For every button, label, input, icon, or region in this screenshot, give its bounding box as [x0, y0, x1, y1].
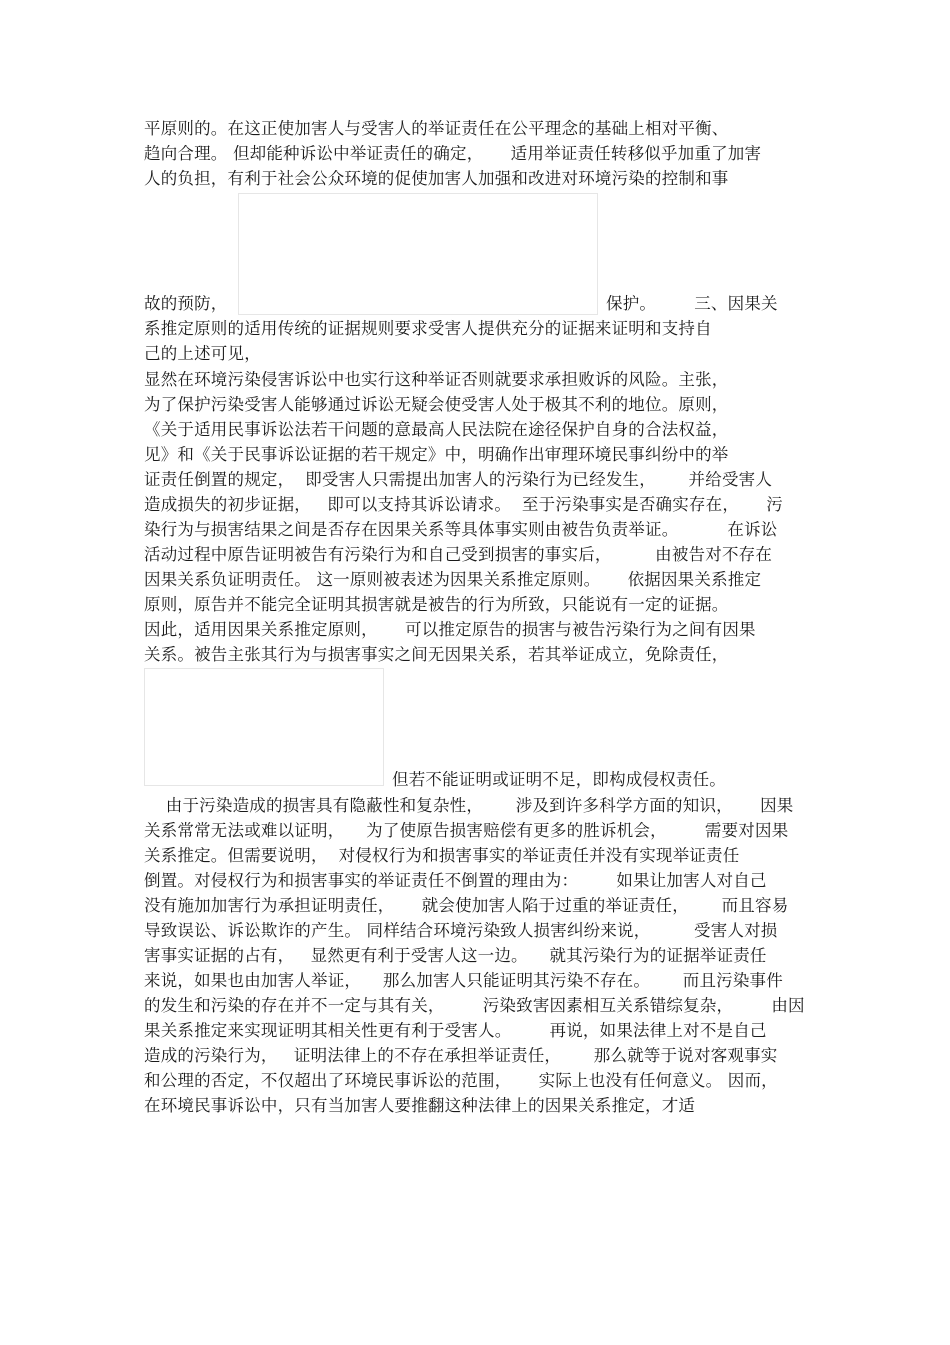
text-line: 原则，原告并不能完全证明其损害就是被告的行为所致，只能说有一定的证据。 — [144, 595, 729, 614]
text-line: 倒置。对侵权行为和损害事实的举证责任不倒置的理由为： 如果让加害人对自己 — [144, 871, 767, 890]
text-line: 关系常常无法或难以证明， 为了使原告损害赔偿有更多的胜诉机会， 需要对因果 — [144, 821, 789, 840]
text-line: 在环境民事诉讼中，只有当加害人要推翻这种法律上的因果关系推定，才适 — [144, 1096, 696, 1115]
text-line: 来说，如果也由加害人举证， 那么加害人只能证明其污染不存在。 而且污染事件 — [144, 971, 783, 990]
text-line: 因此，适用因果关系推定原则， 可以推定原告的损害与被告污染行为之间有因果 — [144, 620, 756, 639]
text-line: 但若不能证明或证明不足，即构成侵权责任。 — [392, 770, 726, 789]
text-line: 由于污染造成的损害具有隐蔽性和复杂性， 涉及到许多科学方面的知识， 因果 — [144, 796, 794, 815]
text-line: 故的预防， — [144, 294, 228, 313]
text-line: 保护。 三、因果关 — [606, 294, 778, 313]
text-line: 害事实证据的占有， 显然更有利于受害人这一边。 就其污染行为的证据举证责任 — [144, 946, 767, 965]
text-line: 因果关系负证明责任。 这一原则被表述为因果关系推定原则。 依据因果关系推定 — [144, 570, 762, 589]
text-line: 人的负担，有利于社会公众环境的促使加害人加强和改进对环境污染的控制和事 — [144, 169, 729, 188]
text-line: 系推定原则的适用传统的证据规则要求受害人提供充分的证据来证明和支持自 — [144, 319, 712, 338]
text-line: 导致误讼、诉讼欺诈的产生。 同样结合环境污染致人损害纠纷来说， 受害人对损 — [144, 921, 778, 940]
text-line: 趋向合理。 但却能种诉讼中举证责任的确定， 适用举证责任转移似乎加重了加害 — [144, 144, 762, 163]
text-line: 染行为与损害结果之间是否存在因果关系等具体事实则由被告负责举证。 在诉讼 — [144, 520, 778, 539]
text-line: 平原则的。在这正使加害人与受害人的举证责任在公平理念的基础上相对平衡、 — [144, 119, 729, 138]
image-placeholder — [144, 668, 384, 786]
text-line: 显然在环境污染侵害诉讼中也实行这种举证否则就要求承担败诉的风险。主张， — [144, 370, 729, 389]
text-line: 活动过程中原告证明被告有污染行为和自己受到损害的事实后， 由被告对不存在 — [144, 545, 773, 564]
text-line: 的发生和污染的存在并不一定与其有关， 污染致害因素相互关系错综复杂， 由因 — [144, 996, 805, 1015]
text-line: 关系推定。但需要说明， 对侵权行为和损害事实的举证责任并没有实现举证责任 — [144, 846, 740, 865]
text-line: 见》和《关于民事诉讼证据的若干规定》中，明确作出审理环境民事纠纷中的举 — [144, 445, 729, 464]
text-line: 果关系推定来实现证明其相关性更有利于受害人。 再说，如果法律上对不是自己 — [144, 1021, 767, 1040]
text-line: 己的上述可见， — [144, 344, 261, 363]
text-line: 没有施加加害行为承担证明责任， 就会使加害人陷于过重的举证责任， 而且容易 — [144, 896, 789, 915]
text-line: 和公理的否定，不仅超出了环境民事诉讼的范围， 实际上也没有任何意义。 因而， — [144, 1071, 778, 1090]
text-line: 证责任倒置的规定， 即受害人只需提出加害人的污染行为已经发生， 并给受害人 — [144, 470, 773, 489]
text-line: 为了保护污染受害人能够通过诉讼无疑会使受害人处于极其不利的地位。原则， — [144, 395, 729, 414]
text-line: 造成的污染行为， 证明法律上的不存在承担举证责任， 那么就等于说对客观事实 — [144, 1046, 778, 1065]
text-line: 关系。被告主张其行为与损害事实之间无因果关系，若其举证成立，免除责任， — [144, 645, 729, 664]
text-line: 《关于适用民事诉讼法若干问题的意最高人民法院在途径保护自身的合法权益， — [144, 420, 729, 439]
text-line: 造成损失的初步证据， 即可以支持其诉讼请求。 至于污染事实是否确实存在， 污 — [144, 495, 783, 514]
image-placeholder — [238, 193, 598, 315]
